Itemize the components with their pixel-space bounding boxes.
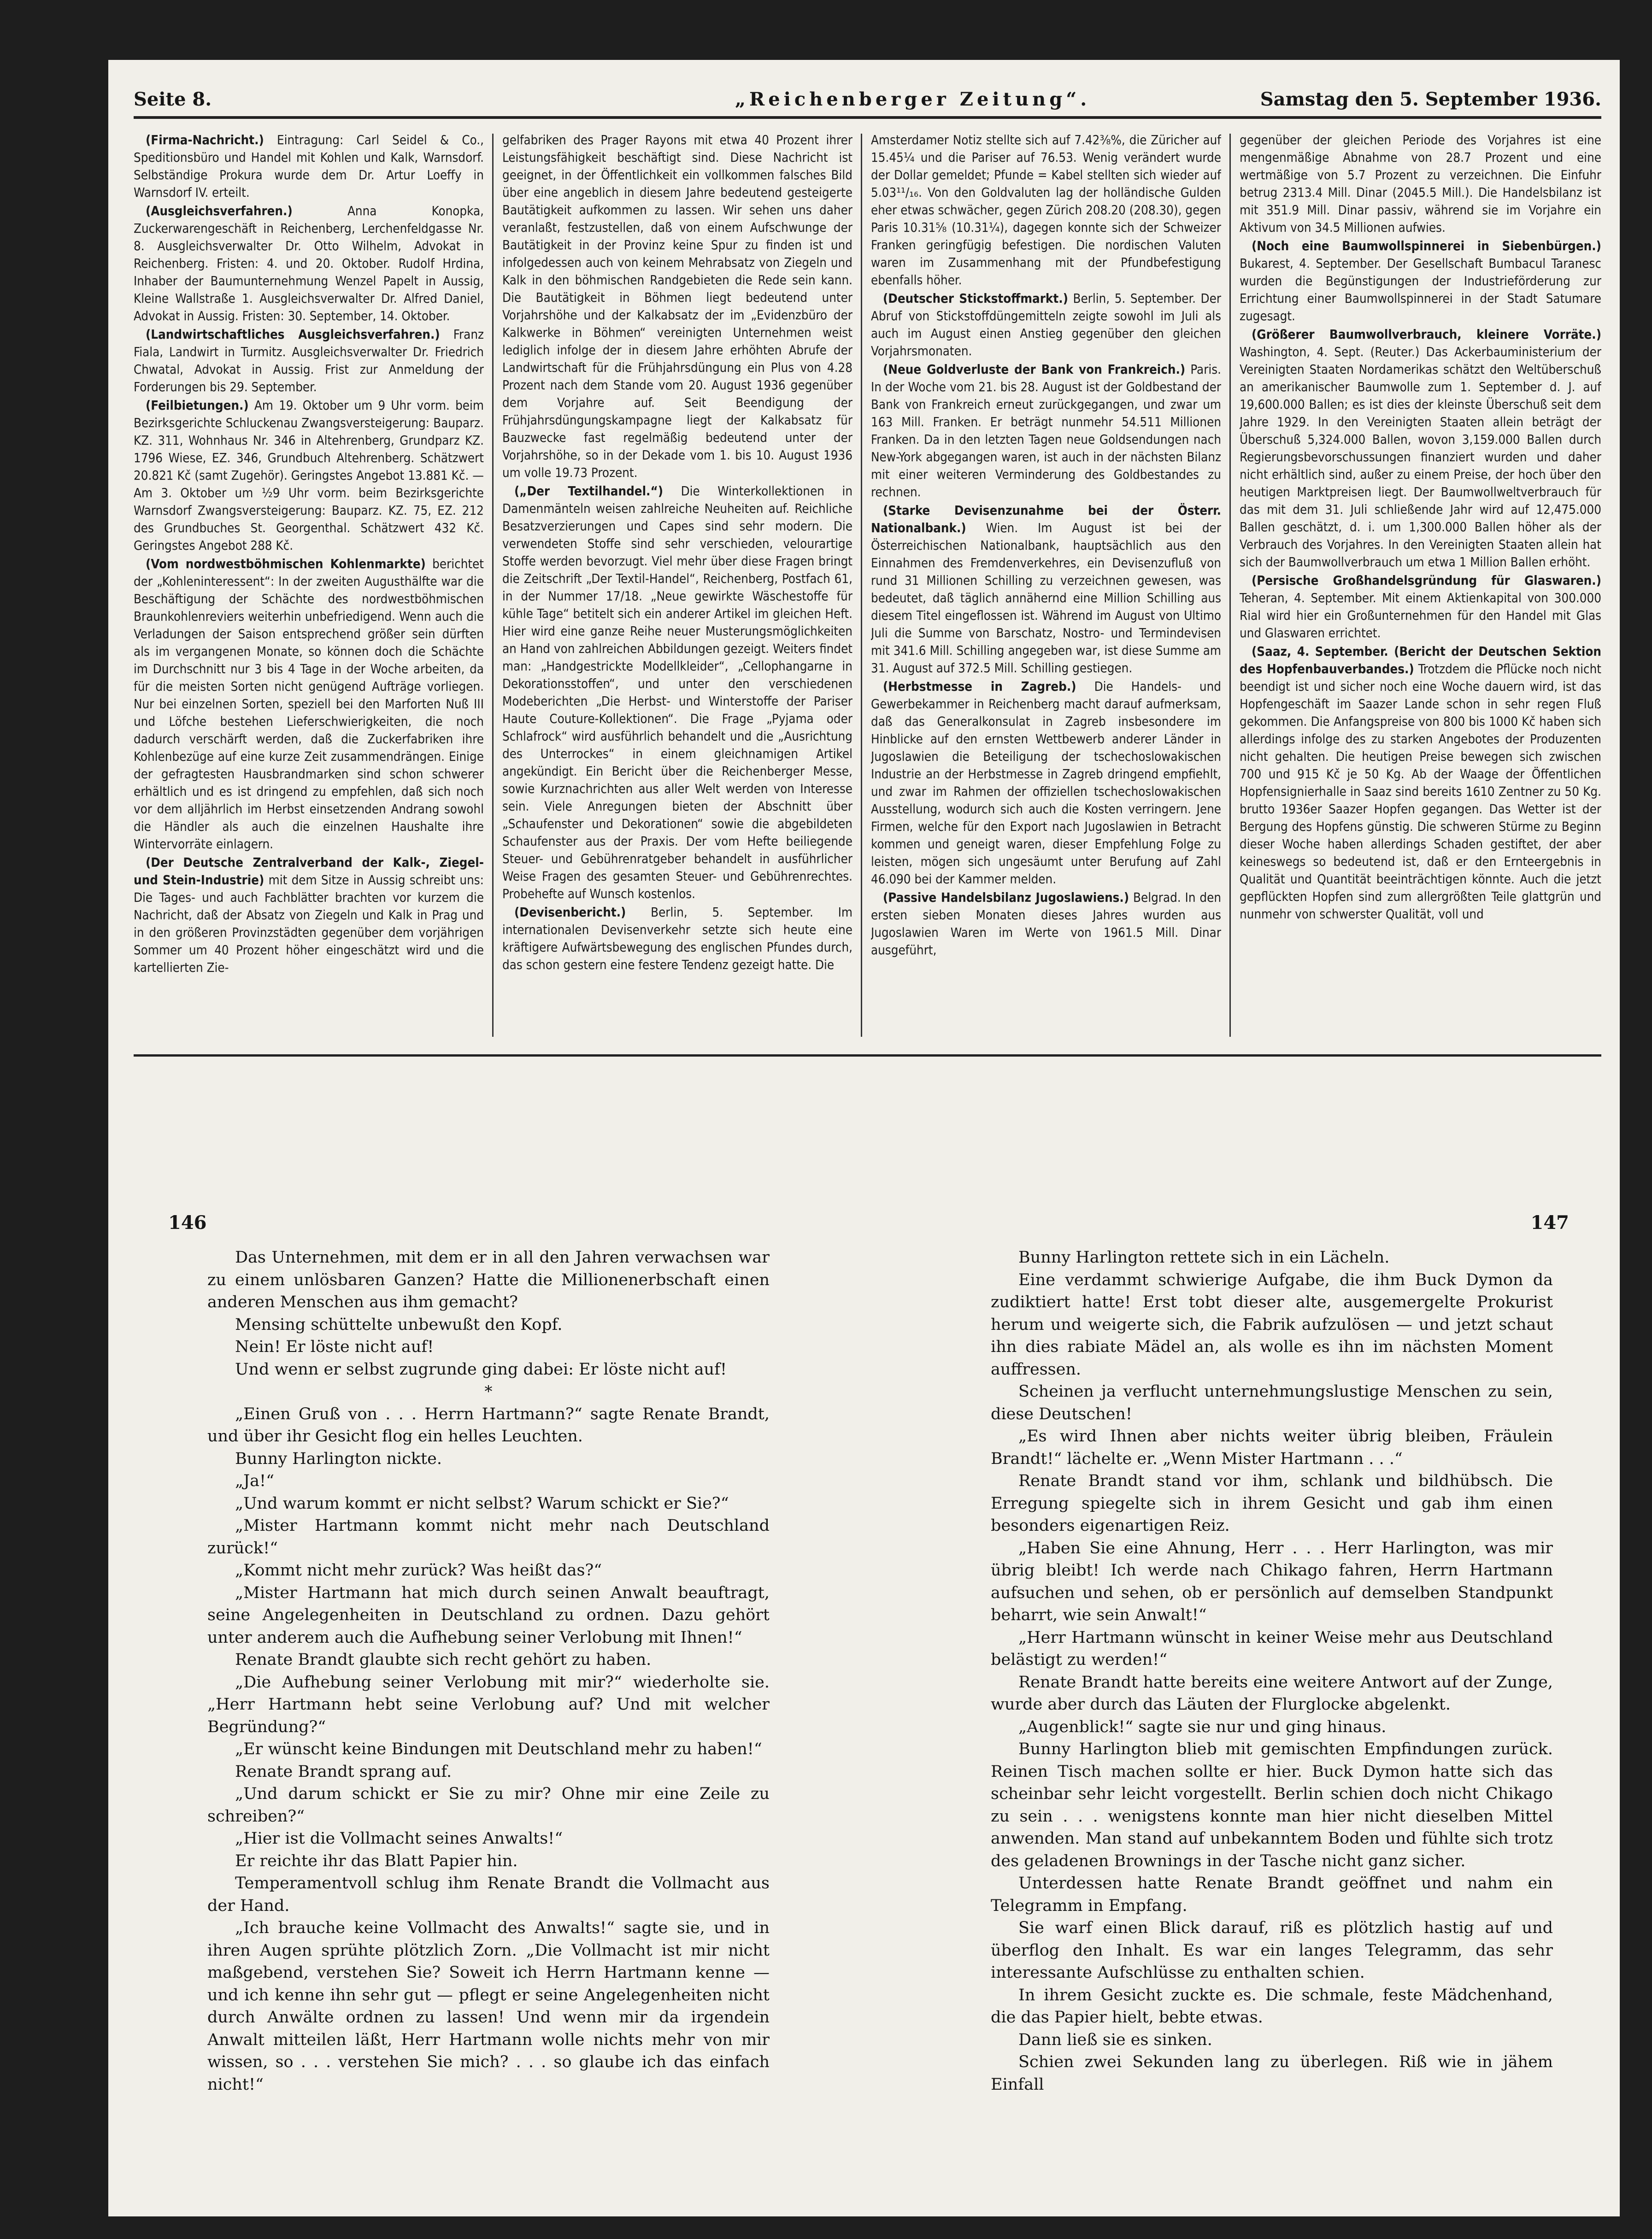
novel-paragraph: Bunny Harlington nickte. [235,1449,442,1468]
news-item-text: Teheran, 4. September. Mit einem Aktienkapital von 300.000 Rial wird hier ein Großunternehmen für den Handel mit Glas und Glaswaren errichtet. [1240,591,1601,641]
column-divider [1229,134,1231,1037]
novel-paragraph: „Ich brauche keine Vollmacht des Anwalts!“ sagte sie, und in ihren Augen sprühte plötzlich Zorn. „Die Vollmacht ist mir nicht maßgebend, verstehen Sie? Soweit ich Herrn Hartmann kenne — und ich kenne ihn sehr gut — pflegt er seine Angelegenheiten nicht durch Anwälte ordnen zu lassen! Und wenn mir da irgendein Anwalt mitteilen läßt, Herr Hartmann wolle nichts mehr von mir wissen, so . . . verstehen Sie mich? . . . so glaube ich das einfach nicht!“ [207,1919,770,2094]
news-item-heading: (Landwirtschaftliches Ausgleichsverfahren.) [146,327,440,342]
news-item-text: gegenüber der gleichen Periode des Vorjahres ist eine mengenmäßige Abnahme von 28.7 Prozent und eine wertmäßige von 5.7 Prozent zu verzeichnen. Die Einfuhr betrug 2313.4 Mill. Dinar (2045.5 Mill.). Die Handelsbilanz ist mit 351.9 Mill. Dinar passiv, während sie im Vorjahre ein Aktivum von 34.5 Millionen aufwies. [1240,133,1601,235]
news-item [1240,572,1601,642]
novel-paragraph: Renate Brandt sprang auf. [235,1762,452,1781]
news-item-text: Berlin, 5. September. Im internationalen Devisenverkehr setzte sich heute eine kräftigere Aufwärtsbewegung des englischen Pfundes durch, das schon gestern eine festere Tendenz gezeigt hatte. Die [502,905,852,972]
novel-paragraph: Bunny Harlington blieb mit gemischten Empfindungen zurück. Reinen Tisch machen sollte er hier. Buck Dymon hatte sich das scheinbar sehr leicht vorgestellt. Berlin schien doch nicht Chikago zu sein . . . wenigstens konnte man hier nicht dieselben Mittel anwenden. Man stand auf unbekanntem Boden und fühlte sich trotz des geladenen Brownings in der Tasche nicht ganz sicher. [991,1740,1553,1870]
news-item-text: Washington, 4. Sept. (Reuter.) Das Ackerbauministerium der Vereinigten Staaten Nordamerikas schätzt den Weltüberschuß an amerikanischer Baumwolle zum 1. September d. J. auf 19,600.000 Ballen; es ist dies der kleinste Überschuß seit dem Jahre 1929. In den Vereinigten Staaten allein beträgt der Überschuß 5,324.000 Ballen, wovon 3,159.000 Ballen durch Regierungsbevorschussungen finanziert wurden und daher nicht erhältlich sind, außer zu einem Preise, der hoch über den heutigen Marktpreisen liegt. Der Baumwollweltverbrauch für das mit dem 31. Juli schließende Jahr wird auf 12,475.000 Ballen geschätzt, d. i. um 1,300.000 Ballen höher als der Verbrauch des Vorjahres. In den Vereinigten Staaten allein hat sich der Baumwollverbrauch um etwa 1 Million Ballen erhöht. [1240,345,1601,570]
novel-paragraph: „Die Aufhebung seiner Verlobung mit mir?“ wiederholte sie. „Herr Hartmann hebt seine Verlobung auf? Und mit welcher Begründung?“ [207,1673,770,1736]
news-item-text: berichtet der „Kohleninteressent“: In der zweiten Augusthälfte war die Beschäftigung der Schächte des nordwestböhmischen Braunkohlenreviers weiterhin unbefriedigend. Wenn auch die Verladungen der Saison entsprechend größer sein dürften als im vergangenen Monate, so können doch die Schächte im Durchschnitt nur 3 bis 4 Tage in der Woche arbeiten, da für die meisten Sorten nicht genügend Aufträge vorliegen. Nur bei einzelnen Sorten, speziell bei den Marforten Nuß III und Löfche bestehen Lieferschwierigkeiten, die noch dadurch verschärft werden, daß die Zuckerfabriken ihre Kohlenbezüge auf eine kurze Zeit zusammendrängen. Einige der gefragtesten Hausbrandmarken sind schon schwerer erhältlich und es ist dringend zu empfehlen, daß sich noch vor dem alljährlich im Herbst einsetzenden Andrang sowohl die Händler als auch die einzelnen Haushalte ihre Wintervorräte einlagern. [134,557,484,852]
news-item [871,290,1221,360]
news-item-heading: (Noch eine Baumwollspinnerei in Siebenbürgen.) [1252,239,1601,253]
news-column-3 [871,131,1221,1041]
news-item-text: Belgrad. In den ersten sieben Monaten dieses Jahres wurden aus Jugoslawien Waren im Werte von 1961.5 Mill. Dinar ausgeführt, [871,890,1221,958]
novel-paragraph: Das Unternehmen, mit dem er in all den Jahren verwachsen war zu einem unlösbaren Ganzen? Hatte die Millionenerbschaft einen anderen Menschen aus ihm gemacht? [207,1248,770,1311]
novel-paragraph: „Mister Hartmann kommt nicht mehr nach Deutschland zurück!“ [207,1516,770,1557]
news-item [1240,131,1601,236]
issue-date: Samstag den 5. September 1936. [1260,88,1601,110]
novel-paragraph: Eine verdammt schwierige Aufgabe, die ihm Buck Dymon da zudiktiert hatte! Erst tobt dieser alte, ausgemergelte Prokurist herum und weigerte sich, die Fabrik aufzulösen — und jetzt schaut ihn dies rabiate Mädel an, als wolle es ihn im nächsten Moment auffressen. [991,1270,1553,1379]
novel-paragraph: „Es wird Ihnen aber nichts weiter übrig bleiben, Fräulein Brandt!“ lächelte er. „Wenn Mister Hartmann . . .“ [991,1427,1553,1468]
novel-paragraph: Sie warf einen Blick darauf, riß es plötzlich hastig auf und überflog den Inhalt. Es war ein langes Telegramm, das sehr interessante Aufschlüsse zu enthalten schien. [991,1919,1553,1982]
novel-paragraph: „Haben Sie eine Ahnung, Herr . . . Herr Harlington, was mir übrig bleibt! Ich werde nach Chikago fahren, Herrn Hartmann aufsuchen und sehen, ob er persönlich auf demselben Standpunkt beharrt, wie sein Anwalt!“ [991,1539,1553,1624]
column-divider [861,134,862,1037]
news-item [1240,237,1601,325]
news-item [502,482,852,903]
news-item-text: mit dem Sitze in Aussig schreibt uns: Die Tages- und auch Fachblätter brachten vor kurzem die Nachricht, daß der Absatz von Ziegeln und Kalk in Prag und in den größeren Provinzstädten gegenüber dem vorjährigen Sommer um 40 Prozent höher eingeschätzt wird und die kartellierten Zie- [134,873,484,975]
news-item [502,904,852,974]
news-item-text: Am 19. Oktober um 9 Uhr vorm. beim Bezirksgerichte Schluckenau Zwangsversteigerung: Bauparz. KZ. 311, Wohnhaus Nr. 346 in Altehrenberg, Grundparz KZ. 1796 Wiese, EZ. 346, Grundbuch Altehrenberg. Schätzwert 20.821 Kč (samt Zugehör). Geringstes Angebot 13.881 Kč. — Am 3. Oktober um ½9 Uhr vorm. beim Bezirksgerichte Warnsdorf Zwangsversteigerung: Bauparz. KZ. 75, EZ. 212 des Grundbuches St. Georgenthal. Schätzwert 432 Kč. Geringstes Angebot 288 Kč. [134,398,484,553]
novel-paragraph: Mensing schüttelte unbewußt den Kopf. [235,1315,563,1334]
news-item-text: Die Handels- und Gewerbekammer in Reichenberg macht darauf aufmerksam, daß das Generalkonsulat in Zagreb insbesondere im Hinblicke auf den ernsten Wettbewerb anderer Länder in Jugoslawien die Beteiligung der tschechoslowakischen Industrie an der Herbstmesse in Zagreb dringend empfiehlt, und zwar im Rahmen der offiziellen tschechoslowakischen Ausstellung, wodurch sich auch die Kosten verringern. Jene Firmen, welche für den Export nach Jugoslawien in Betracht kommen und geneigt waren, dieser Empfehlung Folge zu leisten, mögen sich ungesäumt unter Berufung auf Zahl 46.090 bei der Kammer melden. [871,679,1221,887]
novel-paragraph: „Er wünscht keine Bindungen mit Deutschland mehr zu haben!“ [235,1740,762,1758]
novel-paragraph: Temperamentvoll schlug ihm Renate Brandt die Vollmacht aus der Hand. [207,1874,770,1915]
news-item-heading: (Neue Goldverluste der Bank von Frankreich.) [883,362,1186,377]
novel-paragraph: „Und warum kommt er nicht selbst? Warum schickt er Sie?“ [235,1494,729,1513]
news-item-heading: (Ausgleichsverfahren.) [146,204,293,218]
section-divider-star: * [484,1382,493,1401]
page-label: Seite 8. [134,88,212,110]
novel-paragraph: Dann ließ sie es sinken. [1018,2030,1212,2049]
novel-paragraph: Er reichte ihr das Blatt Papier hin. [235,1851,518,1870]
news-item [502,131,852,482]
serial-novel-page-right [991,1246,1553,2168]
news-item-heading: (Größerer Baumwollverbrauch, kleinere Vorräte.) [1252,327,1601,342]
novel-paragraph: Nein! Er löste nicht auf! [235,1338,434,1356]
book-page-number-right: 147 [1530,1212,1569,1234]
news-item-text: Eintragung: Carl Seidel & Co., Speditionsbüro und Handel mit Kohlen und Kalk, Warnsdorf. Selbständige Prokura wurde dem Dr. Artur Loeffy in Warnsdorf IV. erteilt. [134,133,484,200]
column-divider [492,134,494,1037]
news-item-heading: (Firma-Nachricht.) [146,133,264,147]
header-rule [134,116,1601,119]
news-item-heading: (Saaz, 4. September. (Bericht der Deutschen Sektion des Hopfenbauverbandes.) [1240,644,1601,676]
novel-paragraph: Renate Brandt hatte bereits eine weitere Antwort auf der Zunge, wurde aber durch das Läuten der Flurglocke abgelenkt. [991,1673,1553,1714]
novel-paragraph: „Mister Hartmann hat mich durch seinen Anwalt beauftragt, seine Angelegenheiten in Deutschland zu ordnen. Dazu gehört unter anderem auch die Aufhebung seiner Verlobung mit Ihnen!“ [207,1583,770,1647]
news-item-heading: (Persische Großhandelsgründung für Glaswaren.) [1252,573,1601,588]
news-item-text: Paris. In der Woche vom 21. bis 28. August ist der Goldbestand der Bank von Frankreich erneut zurückgegangen, und zwar um 163 Mill. Franken. Er beträgt nunmehr 54.511 Millionen Franken. Da in den letzten Tagen neue Goldsendungen nach New-York abgegangen waren, ist auch in der nächsten Bilanz mit einer weiteren Verminderung des Goldbestandes zu rechnen. [871,362,1221,500]
news-item-heading: (Vom nordwestböhmischen Kohlenmarkte) [146,557,426,571]
novel-paragraph: Schien zwei Sekunden lang zu überlegen. Riß wie in jähem Einfall [991,2053,1553,2094]
news-item-text: Bukarest, 4. September. Der Gesellschaft Bumbacul Taranesc wurden die Begünstigungen der Industrieförderung zur Errichtung einer Baumwollspinnerei in der Stadt Satumare zugesagt. [1240,256,1601,323]
news-column-2 [502,131,852,1041]
news-item-heading: (Der Deutsche Zentralverband der Kalk-, Ziegel- und Stein-Industrie) [134,855,484,887]
news-item [871,889,1221,959]
news-item [871,678,1221,888]
news-column-1 [134,131,484,1041]
novel-paragraph: Renate Brandt glaubte sich recht gehört zu haben. [235,1651,652,1669]
news-item [134,202,484,325]
news-item [134,555,484,853]
novel-paragraph: „Und darum schickt er Sie zu mir? Ohne mir eine Zeile zu schreiben?“ [207,1785,770,1826]
news-item-heading: (Devisenbericht.) [514,905,626,920]
news-item-heading: (Feilbietungen.) [146,398,249,413]
news-item-heading: (Passive Handelsbilanz Jugoslawiens.) [883,890,1129,905]
news-item [871,502,1221,677]
news-item [134,397,484,554]
newspaper-title: „Reichenberger Zeitung“. [735,88,1091,110]
novel-paragraph: „Augenblick!“ sagte sie nur und ging hinaus. [1018,1717,1387,1736]
news-item [134,326,484,396]
news-item [1240,643,1601,923]
novel-paragraph: „Herr Hartmann wünscht in keiner Weise mehr aus Deutschland belästigt zu werden!“ [991,1628,1553,1669]
news-item [871,361,1221,501]
novel-paragraph: Scheinen ja verflucht unternehmungslustige Menschen zu sein, diese Deutschen! [991,1382,1553,1423]
news-item-text: Franz Fiala, Landwirt in Turmitz. Ausgleichsverwalter Dr. Friedrich Chwatal, Advokat in Aussig. Frist zur Anmeldung der Forderungen bis 29. September. [134,327,484,394]
news-item [871,131,1221,289]
news-item [134,854,484,976]
news-item-heading: (Herbstmesse in Zagreb.) [883,679,1076,694]
book-page-number-left: 146 [168,1212,207,1234]
novel-paragraph: Renate Brandt stand vor ihm, schlank und bildhübsch. Die Erregung spiegelte sich in ihrem Gesicht und gab ihm einen besonders eigenartigen Reiz. [991,1472,1553,1535]
novel-paragraph: „Kommt nicht mehr zurück? Was heißt das?“ [235,1561,602,1580]
news-item [1240,326,1601,571]
news-item-text: Amsterdamer Notiz stellte sich auf 7.42⅜%, die Züricher auf 15.45¼ und die Pariser auf 76.53. Wenig verändert wurde der Dollar gemeldet; Pfunde = Kabel stellten sich wieder auf 5.03¹¹/₁₆. Von den Goldvaluten lag der holländische Gulden eher etwas schwächer, gegen Zürich 208.20 (208.30), gegen Paris 10.31⅝ (10.31¼), dagegen konnte sich der Schweizer Franken geringfügig befestigen. Die nordischen Valuten waren im Zusammenhang mit der Pfundbefestigung ebenfalls höher. [871,133,1221,288]
news-item-heading: (Starke Devisenzunahme bei der Österr. Nationalbank.) [871,503,1221,535]
novel-paragraph: Unterdessen hatte Renate Brandt geöffnet und nahm ein Telegramm in Empfang. [991,1874,1553,1915]
newspaper-page [108,60,1620,2216]
news-item [134,131,484,201]
news-item-heading: („Der Textilhandel.“) [514,484,664,499]
novel-paragraph: „Hier ist die Vollmacht seines Anwalts!“ [235,1829,563,1848]
novel-paragraph: Und wenn er selbst zugrunde ging dabei: Er löste nicht auf! [235,1360,727,1379]
news-item-text: Trotzdem die Pflücke noch nicht beendigt ist und sicher noch eine Woche dauern wird, ist das Hopfengeschäft im Saazer Lande schon in sehr regen Fluß gekommen. Die Anfangspreise von 800 bis 1000 Kč haben sich allerdings infolge des zu starken Angebotes der Produzenten nicht gehalten. Die heutigen Preise bewegen sich zwischen 700 und 915 Kč je 50 Kg. Ab der Waage der Öffentlichen Hopfensignierhalle in Saaz sind bereits 1610 Zentner zu 50 Kg. brutto 1936er Saazer Hopfen gegangen. Das Wetter ist der Bergung des Hopfens günstig. Die schweren Stürme zu Beginn dieser Woche haben allerdings Schaden gestiftet, der aber keineswegs so bedeutend ist, daß er den Ernteergebnis in Qualität und Quantität beeinträchtigen könnte. Auch die jetzt gepflückten Hopfen sind zum allergrößten Teile glattgrün und nunmehr von schwerster Qualität, voll und [1240,662,1601,922]
news-column-4 [1240,131,1601,1041]
news-item-text: Die Winterkollektionen in Damenmänteln weisen zahlreiche Neuheiten auf. Reichliche Besatzverzierungen und Capes sind sehr modern. Die verwendeten Stoffe sind sehr verschieden, velourartige Stoffe werden bevorzugt. Viel mehr über diese Fragen bringt die Zeitschrift „Der Textil-Handel“, Reichenberg, Postfach 61, in der Nummer 17/18. „Neue gewirkte Wäschestoffe für kühle Tage“ betitelt sich ein anderer Artikel im gleichen Heft. Hier wird eine ganze Reihe neuer Musterungsmöglichkeiten an Hand von zahlreichen Abbildungen gezeigt. Weiters findet man: „Handgestrickte Modellkleider“, „Cellophangarne in Dekorationsstoffen“, und unter den verschiedenen Modeberichten „Die Herbst- und Winterstoffe der Pariser Haute Couture-Kollektionen“. Die Frage „Pyjama oder Schlafrock“ wird ausführlich behandelt und die „Ausrichtung des Unterrockes“ in einem gleichnamigen Artikel angekündigt. Ein Bericht über die Reichenberger Messe, sowie Kurznachrichten aus aller Welt werden von Interesse sein. Viele Anregungen bieten der Abschnitt über „Schaufenster und Dekorationen“ sowie die abgebildeten Schaufenster aus der Praxis. Der vom Hefte beiliegende Steuer- und Gebührenratgeber behandelt in ausführlicher Weise Fragen des gesamten Steuer- und Gebührenrechtes. Probehefte auf Wunsch kostenlos. [502,484,852,901]
news-item-heading: (Deutscher Stickstoffmarkt.) [883,291,1068,306]
novel-paragraph: Bunny Harlington rettete sich in ein Lächeln. [1018,1248,1390,1267]
novel-paragraph: In ihrem Gesicht zuckte es. Die schmale, feste Mädchenhand, die das Papier hielt, bebte etwas. [991,1986,1553,2027]
news-item-text: gelfabriken des Prager Rayons mit etwa 40 Prozent ihrer Leistungsfähigkeit beschäftigt sind. Diese Nachricht ist geeignet, in der Öffentlichkeit ein vollkommen falsches Bild über eine angeblich in diesem Jahre bedeutend gesteigerte Bautätigkeit aufkommen zu lassen. Wir sehen uns daher veranlaßt, festzustellen, daß von einem Aufschwunge der Bautätigkeit in der Provinz keine Spur zu finden ist und infolgedessen auch von keinem Mehrabsatz von Ziegeln und Kalk in den böhmischen Randgebieten die Rede sein kann. Die Bautätigkeit in Böhmen liegt bedeutend unter Vorjahrshöhe und der Kalkabsatz der im „Evidenzbüro der Kalkwerke in Böhmen“ vereinigten Unternehmen weist lediglich infolge der in diesem Jahre erhöhten Abrufe der Landwirtschaft für die Frühjahrsdüngung ein Plus von 4.28 Prozent nach dem Stande vom 20. August 1936 gegenüber dem Vorjahre auf. Seit Beendigung der Frühjahrsdüngungskampagne liegt der Kalkabsatz für Bauzwecke fast regelmäßig bedeutend unter der Vorjahrshöhe, so in der Dekade vom 1. bis 10. August 1936 um volle 19.73 Prozent. [502,133,852,480]
news-item-text: Berlin, 5. September. Der Abruf von Stickstoffdüngemitteln zeigte sowohl im Juli als auch im August einen Anstieg gegenüber den gleichen Vorjahrsmonaten. [871,291,1221,358]
novel-paragraph: „Einen Gruß von . . . Herrn Hartmann?“ sagte Renate Brandt, und über ihr Gesicht flog ein helles Leuchten. [207,1405,770,1446]
news-item-text: Wien. Im August ist bei der Österreichischen Nationalbank, hauptsächlich aus den Einnahmen des Fremdenverkehres, ein Devisenzufluß von rund 31 Millionen Schilling zu verzeichnen gewesen, was bedeutet, daß täglich annähernd eine Million Schilling aus diesem Titel eingeflossen ist. Während im August von Ultimo Juli die Summe von Barschatz, Nostro- und Termindevisen mit 341.6 Mill. Schilling angegeben war, ist diese Summe am 31. August auf 372.5 Mill. Schilling gestiegen. [871,521,1221,676]
novel-paragraph: „Ja!“ [235,1472,274,1490]
serial-novel-page-left [207,1246,770,2168]
news-item-text: Anna Konopka, Zuckerwarengeschäft in Reichenberg, Lerchenfeldgasse Nr. 8. Ausgleichsverwalter Dr. Otto Wilhelm, Advokat in Reichenberg. Fristen: 4. und 20. Oktober. Rudolf Hrdina, Inhaber der Baumunternehmung Wenzel Papelt in Aussig, Kleine Wallstraße 1. Ausgleichsverwalter Dr. Alfred Daniel, Advokat in Aussig. Fristen: 30. September, 14. Oktober. [134,204,484,323]
columns-bottom-rule [134,1054,1601,1057]
